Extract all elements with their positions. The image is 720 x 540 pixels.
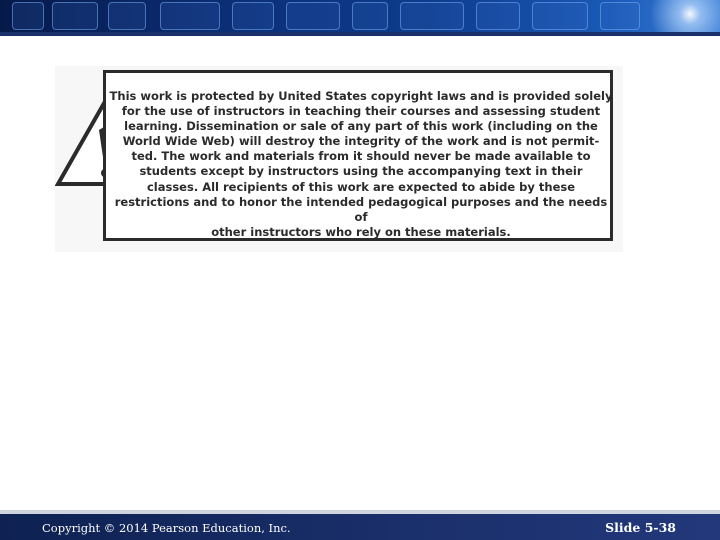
notice-line: classes. All recipients of this work are expected to abide by these	[146, 179, 576, 194]
footer-bar	[0, 514, 720, 540]
banner-tile	[532, 2, 588, 30]
notice-line: students except by instructors using the accompanying text in their	[139, 164, 583, 179]
notice-line: learning. Dissemination or sale of any part of this work (including on the	[124, 119, 598, 134]
banner-tile	[12, 2, 44, 30]
notice-line: for the use of instructors in teaching their courses and assessing student	[121, 104, 601, 119]
notice-line: other instructors who rely on these materials.	[211, 224, 511, 239]
notice-line: ted. The work and materials from it should never be made available to	[131, 149, 591, 164]
banner-tile	[232, 2, 274, 30]
banner-tile	[160, 2, 220, 30]
top-banner	[0, 0, 720, 32]
banner-tile	[476, 2, 520, 30]
banner-tile	[600, 2, 640, 30]
banner-tile	[400, 2, 464, 30]
banner-tile	[52, 2, 98, 30]
footer-copyright: Copyright © 2014 Pearson Education, Inc.	[42, 521, 291, 535]
banner-tile	[108, 2, 146, 30]
notice-line: restrictions and to honor the intended pedagogical purposes and the needs of	[114, 194, 608, 224]
notice-line: This work is protected by United States copyright laws and is provided solely	[109, 89, 613, 103]
slide-number: Slide 5-38	[605, 520, 676, 535]
notice-text	[109, 89, 613, 240]
copyright-warning-panel	[55, 66, 623, 252]
banner-rule	[0, 32, 720, 36]
notice-box	[103, 70, 613, 241]
notice-line: World Wide Web) will destroy the integrity of the work and is not permit-	[122, 134, 600, 149]
banner-tile	[286, 2, 340, 30]
banner-tile	[352, 2, 388, 30]
